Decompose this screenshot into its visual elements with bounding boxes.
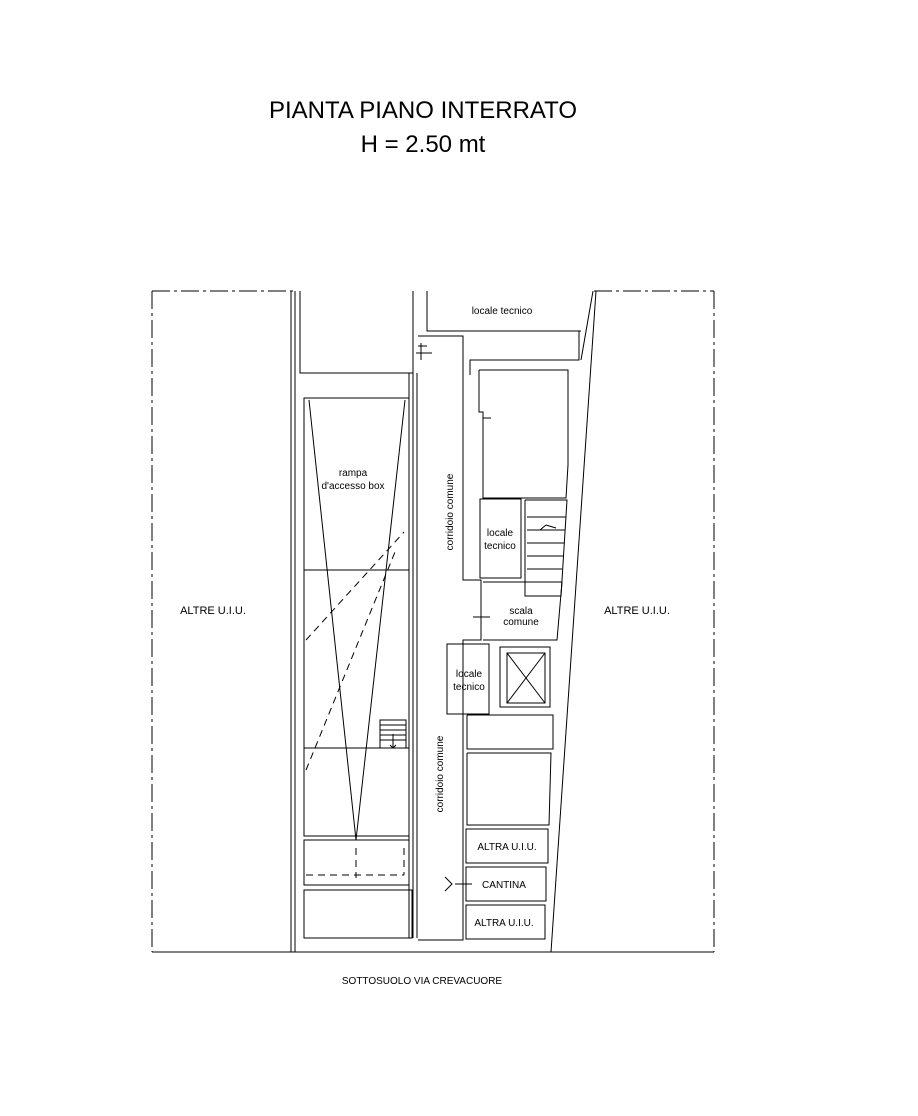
cantina-label: CANTINA [482,880,526,891]
rampa-label-line2: d'accesso box [321,481,385,492]
scala-comune-label-line1: scala [509,606,533,617]
box-zone-walls [300,291,417,938]
altre-uiu-left-label: ALTRE U.I.U. [180,605,246,617]
altra-uiu-2-label: ALTRA U.I.U. [474,918,534,929]
corridoio-lower-label: corridoio comune [435,735,446,813]
outer-walls [291,291,596,952]
locale-tecnico-top-label: locale tecnico [471,306,533,317]
corridoio-upper-label: corridoio comune [445,473,456,551]
locale-tecnico-mid-label-line2: tecnico [484,541,516,552]
rampa-label-line1: rampa [338,468,368,479]
street-label: SOTTOSUOLO VIA CREVACUORE [341,976,503,987]
ramp-lines [309,400,405,840]
altra-uiu-1-label: ALTRA U.I.U. [477,842,537,853]
locale-tecnico-mid-label-line1: locale [486,528,514,539]
scala-comune-label-line2: comune [503,617,539,628]
plan-title: PIANTA PIANO INTERRATO [268,97,578,124]
stair-treads [527,517,566,582]
altre-uiu-right-label: ALTRE U.I.U. [604,605,670,617]
property-boundary [152,291,714,952]
ramp-stair [380,720,406,748]
locale-tecnico-low-label-line2: tecnico [453,682,485,693]
plan-height: H = 2.50 mt [360,131,486,158]
locale-tecnico-low-label-line1: locale [455,669,483,680]
